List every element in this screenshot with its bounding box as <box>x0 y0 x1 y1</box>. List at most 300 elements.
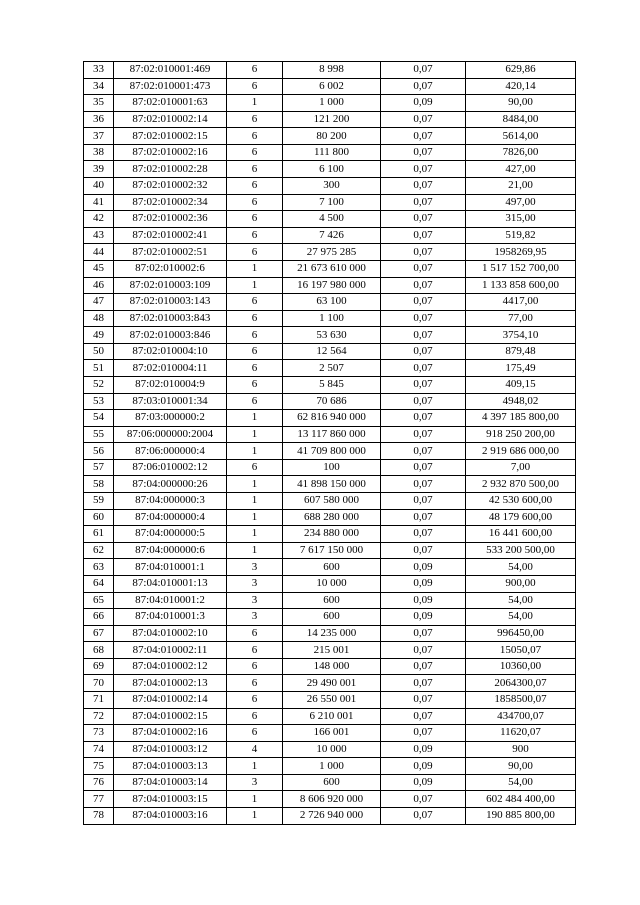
cadastral-number-cell: 87:04:010001:2 <box>114 592 227 609</box>
rate-cell: 0,07 <box>381 791 466 808</box>
tax-amount-cell: 4948,02 <box>466 393 576 410</box>
table-row <box>84 310 576 327</box>
row-number-cell: 63 <box>84 559 114 576</box>
tax-amount-cell: 90,00 <box>466 758 576 775</box>
row-number-cell: 45 <box>84 260 114 277</box>
cadastral-number-cell: 87:04:000000:26 <box>114 476 227 493</box>
cadastral-number-cell: 87:02:010003:846 <box>114 327 227 344</box>
category-cell: 6 <box>227 227 283 244</box>
row-number-cell: 39 <box>84 161 114 178</box>
table-row <box>84 493 576 510</box>
cadastral-number-cell: 87:02:010002:51 <box>114 244 227 261</box>
row-number-cell: 74 <box>84 741 114 758</box>
rate-cell: 0,07 <box>381 244 466 261</box>
row-number-cell: 61 <box>84 526 114 543</box>
category-cell: 6 <box>227 310 283 327</box>
tax-amount-cell: 175,49 <box>466 360 576 377</box>
tax-amount-cell: 90,00 <box>466 95 576 112</box>
tax-amount-cell: 434700,07 <box>466 708 576 725</box>
value-cell: 600 <box>283 559 381 576</box>
category-cell: 1 <box>227 542 283 559</box>
row-number-cell: 34 <box>84 78 114 95</box>
rate-cell: 0,09 <box>381 609 466 626</box>
tax-amount-cell: 427,00 <box>466 161 576 178</box>
value-cell: 27 975 285 <box>283 244 381 261</box>
value-cell: 111 800 <box>283 144 381 161</box>
category-cell: 6 <box>227 128 283 145</box>
tax-amount-cell: 2064300,07 <box>466 675 576 692</box>
category-cell: 1 <box>227 443 283 460</box>
rate-cell: 0,07 <box>381 360 466 377</box>
table-row <box>84 575 576 592</box>
table-row <box>84 675 576 692</box>
cadastral-number-cell: 87:02:010002:28 <box>114 161 227 178</box>
table-row <box>84 78 576 95</box>
category-cell: 6 <box>227 211 283 228</box>
value-cell: 100 <box>283 459 381 476</box>
value-cell: 63 100 <box>283 294 381 311</box>
table-row <box>84 808 576 825</box>
rate-cell: 0,07 <box>381 194 466 211</box>
table-row <box>84 128 576 145</box>
row-number-cell: 49 <box>84 327 114 344</box>
cadastral-number-cell: 87:02:010003:843 <box>114 310 227 327</box>
tax-amount-cell: 996450,00 <box>466 625 576 642</box>
row-number-cell: 48 <box>84 310 114 327</box>
cadastral-number-cell: 87:02:010002:41 <box>114 227 227 244</box>
tax-amount-cell: 629,86 <box>466 62 576 79</box>
rate-cell: 0,07 <box>381 62 466 79</box>
row-number-cell: 37 <box>84 128 114 145</box>
row-number-cell: 60 <box>84 509 114 526</box>
table-row <box>84 62 576 79</box>
category-cell: 3 <box>227 774 283 791</box>
table-row <box>84 609 576 626</box>
value-cell: 1 000 <box>283 95 381 112</box>
value-cell: 2 507 <box>283 360 381 377</box>
value-cell: 607 580 000 <box>283 493 381 510</box>
table-row <box>84 144 576 161</box>
value-cell: 234 880 000 <box>283 526 381 543</box>
cadastral-number-cell: 87:04:010001:3 <box>114 609 227 626</box>
category-cell: 6 <box>227 327 283 344</box>
row-number-cell: 78 <box>84 808 114 825</box>
cadastral-number-cell: 87:03:010001:34 <box>114 393 227 410</box>
category-cell: 1 <box>227 808 283 825</box>
tax-amount-cell: 5614,00 <box>466 128 576 145</box>
tax-amount-cell: 21,00 <box>466 178 576 195</box>
value-cell: 29 490 001 <box>283 675 381 692</box>
rate-cell: 0,07 <box>381 625 466 642</box>
row-number-cell: 67 <box>84 625 114 642</box>
tax-amount-cell: 2 919 686 000,00 <box>466 443 576 460</box>
tax-amount-cell: 497,00 <box>466 194 576 211</box>
cadastral-number-cell: 87:03:000000:2 <box>114 410 227 427</box>
tax-amount-cell: 54,00 <box>466 592 576 609</box>
rate-cell: 0,07 <box>381 178 466 195</box>
category-cell: 3 <box>227 559 283 576</box>
value-cell: 600 <box>283 592 381 609</box>
row-number-cell: 44 <box>84 244 114 261</box>
value-cell: 16 197 980 000 <box>283 277 381 294</box>
rate-cell: 0,07 <box>381 526 466 543</box>
category-cell: 4 <box>227 741 283 758</box>
row-number-cell: 53 <box>84 393 114 410</box>
tax-amount-cell: 10360,00 <box>466 658 576 675</box>
row-number-cell: 70 <box>84 675 114 692</box>
table-row <box>84 360 576 377</box>
rate-cell: 0,07 <box>381 393 466 410</box>
row-number-cell: 55 <box>84 426 114 443</box>
row-number-cell: 66 <box>84 609 114 626</box>
table-row <box>84 559 576 576</box>
category-cell: 6 <box>227 675 283 692</box>
row-number-cell: 76 <box>84 774 114 791</box>
tax-amount-cell: 519,82 <box>466 227 576 244</box>
table-row <box>84 708 576 725</box>
table-row <box>84 741 576 758</box>
row-number-cell: 52 <box>84 376 114 393</box>
rate-cell: 0,09 <box>381 592 466 609</box>
category-cell: 1 <box>227 410 283 427</box>
tax-amount-cell: 16 441 600,00 <box>466 526 576 543</box>
tax-amount-cell: 3754,10 <box>466 327 576 344</box>
rate-cell: 0,07 <box>381 675 466 692</box>
table-row <box>84 476 576 493</box>
tax-amount-cell: 11620,07 <box>466 725 576 742</box>
cadastral-number-cell: 87:04:010002:11 <box>114 642 227 659</box>
category-cell: 1 <box>227 758 283 775</box>
table-row <box>84 758 576 775</box>
tax-amount-cell: 1858500,07 <box>466 691 576 708</box>
table-row <box>84 443 576 460</box>
table-row <box>84 426 576 443</box>
table-row <box>84 95 576 112</box>
row-number-cell: 56 <box>84 443 114 460</box>
tax-amount-cell: 1 517 152 700,00 <box>466 260 576 277</box>
cadastral-number-cell: 87:02:010002:34 <box>114 194 227 211</box>
cadastral-number-cell: 87:04:010001:13 <box>114 575 227 592</box>
tax-amount-cell: 409,15 <box>466 376 576 393</box>
category-cell: 6 <box>227 62 283 79</box>
table-row <box>84 194 576 211</box>
cadastral-number-cell: 87:02:010002:14 <box>114 111 227 128</box>
tax-amount-cell: 533 200 500,00 <box>466 542 576 559</box>
table-row <box>84 459 576 476</box>
rate-cell: 0,07 <box>381 78 466 95</box>
row-number-cell: 71 <box>84 691 114 708</box>
category-cell: 6 <box>227 725 283 742</box>
category-cell: 6 <box>227 111 283 128</box>
row-number-cell: 77 <box>84 791 114 808</box>
value-cell: 8 998 <box>283 62 381 79</box>
category-cell: 3 <box>227 592 283 609</box>
rate-cell: 0,07 <box>381 443 466 460</box>
rate-cell: 0,07 <box>381 493 466 510</box>
value-cell: 80 200 <box>283 128 381 145</box>
tax-amount-cell: 15050,07 <box>466 642 576 659</box>
cadastral-number-cell: 87:02:010001:469 <box>114 62 227 79</box>
value-cell: 688 280 000 <box>283 509 381 526</box>
tax-amount-cell: 918 250 200,00 <box>466 426 576 443</box>
cadastral-number-cell: 87:02:010001:473 <box>114 78 227 95</box>
table-row <box>84 376 576 393</box>
category-cell: 1 <box>227 260 283 277</box>
rate-cell: 0,07 <box>381 111 466 128</box>
table-row <box>84 691 576 708</box>
category-cell: 1 <box>227 791 283 808</box>
row-number-cell: 64 <box>84 575 114 592</box>
row-number-cell: 59 <box>84 493 114 510</box>
rate-cell: 0,07 <box>381 211 466 228</box>
rate-cell: 0,07 <box>381 294 466 311</box>
value-cell: 26 550 001 <box>283 691 381 708</box>
table-row <box>84 410 576 427</box>
cadastral-number-cell: 87:02:010002:32 <box>114 178 227 195</box>
rate-cell: 0,07 <box>381 658 466 675</box>
table-row <box>84 509 576 526</box>
value-cell: 70 686 <box>283 393 381 410</box>
value-cell: 6 002 <box>283 78 381 95</box>
value-cell: 21 673 610 000 <box>283 260 381 277</box>
value-cell: 10 000 <box>283 741 381 758</box>
tax-amount-cell: 900,00 <box>466 575 576 592</box>
rate-cell: 0,07 <box>381 161 466 178</box>
cadastral-number-cell: 87:02:010001:63 <box>114 95 227 112</box>
table-row <box>84 260 576 277</box>
rate-cell: 0,09 <box>381 758 466 775</box>
category-cell: 1 <box>227 277 283 294</box>
rate-cell: 0,07 <box>381 310 466 327</box>
value-cell: 300 <box>283 178 381 195</box>
cadastral-number-cell: 87:04:010003:12 <box>114 741 227 758</box>
category-cell: 6 <box>227 144 283 161</box>
cadastral-number-cell: 87:04:000000:3 <box>114 493 227 510</box>
value-cell: 5 845 <box>283 376 381 393</box>
value-cell: 10 000 <box>283 575 381 592</box>
category-cell: 1 <box>227 476 283 493</box>
table-row <box>84 791 576 808</box>
value-cell: 62 816 940 000 <box>283 410 381 427</box>
row-number-cell: 58 <box>84 476 114 493</box>
rate-cell: 0,07 <box>381 376 466 393</box>
cadastral-number-cell: 87:04:000000:6 <box>114 542 227 559</box>
rate-cell: 0,07 <box>381 691 466 708</box>
category-cell: 6 <box>227 459 283 476</box>
category-cell: 1 <box>227 426 283 443</box>
category-cell: 6 <box>227 343 283 360</box>
cadastral-number-cell: 87:04:010002:14 <box>114 691 227 708</box>
row-number-cell: 40 <box>84 178 114 195</box>
value-cell: 215 001 <box>283 642 381 659</box>
rate-cell: 0,07 <box>381 476 466 493</box>
category-cell: 6 <box>227 360 283 377</box>
cadastral-number-cell: 87:04:010003:16 <box>114 808 227 825</box>
row-number-cell: 75 <box>84 758 114 775</box>
row-number-cell: 51 <box>84 360 114 377</box>
table-row <box>84 111 576 128</box>
table-row <box>84 294 576 311</box>
rate-cell: 0,07 <box>381 426 466 443</box>
category-cell: 6 <box>227 161 283 178</box>
table-row <box>84 343 576 360</box>
cadastral-number-cell: 87:04:010003:15 <box>114 791 227 808</box>
table-row <box>84 642 576 659</box>
rate-cell: 0,07 <box>381 708 466 725</box>
row-number-cell: 57 <box>84 459 114 476</box>
category-cell: 1 <box>227 95 283 112</box>
row-number-cell: 68 <box>84 642 114 659</box>
cadastral-number-cell: 87:04:010002:16 <box>114 725 227 742</box>
cadastral-number-cell: 87:04:010002:10 <box>114 625 227 642</box>
cadastral-number-cell: 87:06:000000:4 <box>114 443 227 460</box>
row-number-cell: 54 <box>84 410 114 427</box>
cadastral-number-cell: 87:04:010002:15 <box>114 708 227 725</box>
row-number-cell: 65 <box>84 592 114 609</box>
cadastral-number-cell: 87:04:000000:4 <box>114 509 227 526</box>
rate-cell: 0,07 <box>381 725 466 742</box>
table-row <box>84 725 576 742</box>
category-cell: 6 <box>227 294 283 311</box>
tax-amount-cell: 1 133 858 600,00 <box>466 277 576 294</box>
value-cell: 14 235 000 <box>283 625 381 642</box>
row-number-cell: 62 <box>84 542 114 559</box>
cadastral-number-cell: 87:02:010004:10 <box>114 343 227 360</box>
rate-cell: 0,07 <box>381 260 466 277</box>
category-cell: 3 <box>227 575 283 592</box>
tax-amount-cell: 420,14 <box>466 78 576 95</box>
rate-cell: 0,07 <box>381 459 466 476</box>
tax-amount-cell: 602 484 400,00 <box>466 791 576 808</box>
table-row <box>84 244 576 261</box>
category-cell: 6 <box>227 625 283 642</box>
cadastral-number-cell: 87:04:010001:1 <box>114 559 227 576</box>
table-row <box>84 227 576 244</box>
tax-amount-cell: 7,00 <box>466 459 576 476</box>
rate-cell: 0,09 <box>381 774 466 791</box>
value-cell: 121 200 <box>283 111 381 128</box>
category-cell: 1 <box>227 509 283 526</box>
cadastral-number-cell: 87:02:010004:11 <box>114 360 227 377</box>
rate-cell: 0,07 <box>381 227 466 244</box>
cadastral-number-cell: 87:04:010002:13 <box>114 675 227 692</box>
category-cell: 6 <box>227 178 283 195</box>
category-cell: 6 <box>227 78 283 95</box>
table-row <box>84 178 576 195</box>
tax-amount-cell: 900 <box>466 741 576 758</box>
value-cell: 1 000 <box>283 758 381 775</box>
table-row <box>84 327 576 344</box>
rate-cell: 0,07 <box>381 277 466 294</box>
rate-cell: 0,07 <box>381 808 466 825</box>
category-cell: 6 <box>227 708 283 725</box>
cadastral-number-cell: 87:02:010002:16 <box>114 144 227 161</box>
row-number-cell: 43 <box>84 227 114 244</box>
rate-cell: 0,07 <box>381 509 466 526</box>
value-cell: 6 100 <box>283 161 381 178</box>
value-cell: 41 898 150 000 <box>283 476 381 493</box>
row-number-cell: 69 <box>84 658 114 675</box>
row-number-cell: 33 <box>84 62 114 79</box>
tax-amount-cell: 48 179 600,00 <box>466 509 576 526</box>
cadastral-number-cell: 87:04:010002:12 <box>114 658 227 675</box>
value-cell: 7 100 <box>283 194 381 211</box>
category-cell: 6 <box>227 658 283 675</box>
value-cell: 1 100 <box>283 310 381 327</box>
value-cell: 2 726 940 000 <box>283 808 381 825</box>
cadastral-number-cell: 87:04:010003:13 <box>114 758 227 775</box>
tax-amount-cell: 4417,00 <box>466 294 576 311</box>
tax-amount-cell: 879,48 <box>466 343 576 360</box>
table-row <box>84 277 576 294</box>
category-cell: 6 <box>227 393 283 410</box>
rate-cell: 0,09 <box>381 95 466 112</box>
tax-amount-cell: 1958269,95 <box>466 244 576 261</box>
table-row <box>84 211 576 228</box>
value-cell: 4 500 <box>283 211 381 228</box>
tax-amount-cell: 54,00 <box>466 609 576 626</box>
cadastral-number-cell: 87:02:010003:109 <box>114 277 227 294</box>
table-row <box>84 625 576 642</box>
tax-amount-cell: 54,00 <box>466 774 576 791</box>
cadastral-number-cell: 87:06:000000:2004 <box>114 426 227 443</box>
value-cell: 8 606 920 000 <box>283 791 381 808</box>
value-cell: 7 426 <box>283 227 381 244</box>
tax-amount-cell: 77,00 <box>466 310 576 327</box>
cadastral-number-cell: 87:02:010004:9 <box>114 376 227 393</box>
category-cell: 3 <box>227 609 283 626</box>
row-number-cell: 35 <box>84 95 114 112</box>
table-body <box>84 62 576 825</box>
rate-cell: 0,07 <box>381 343 466 360</box>
rate-cell: 0,09 <box>381 559 466 576</box>
rate-cell: 0,07 <box>381 128 466 145</box>
value-cell: 600 <box>283 609 381 626</box>
value-cell: 6 210 001 <box>283 708 381 725</box>
row-number-cell: 46 <box>84 277 114 294</box>
cadastral-number-cell: 87:02:010003:143 <box>114 294 227 311</box>
row-number-cell: 72 <box>84 708 114 725</box>
tax-amount-cell: 190 885 800,00 <box>466 808 576 825</box>
tax-amount-cell: 315,00 <box>466 211 576 228</box>
cadastral-tax-table <box>83 61 576 825</box>
category-cell: 6 <box>227 691 283 708</box>
rate-cell: 0,07 <box>381 410 466 427</box>
value-cell: 41 709 800 000 <box>283 443 381 460</box>
table-row <box>84 526 576 543</box>
value-cell: 600 <box>283 774 381 791</box>
row-number-cell: 38 <box>84 144 114 161</box>
value-cell: 12 564 <box>283 343 381 360</box>
value-cell: 13 117 860 000 <box>283 426 381 443</box>
rate-cell: 0,07 <box>381 144 466 161</box>
tax-amount-cell: 2 932 870 500,00 <box>466 476 576 493</box>
category-cell: 6 <box>227 642 283 659</box>
category-cell: 6 <box>227 194 283 211</box>
cadastral-number-cell: 87:04:010003:14 <box>114 774 227 791</box>
cadastral-number-cell: 87:04:000000:5 <box>114 526 227 543</box>
row-number-cell: 50 <box>84 343 114 360</box>
row-number-cell: 41 <box>84 194 114 211</box>
row-number-cell: 42 <box>84 211 114 228</box>
tax-amount-cell: 54,00 <box>466 559 576 576</box>
table-row <box>84 658 576 675</box>
value-cell: 7 617 150 000 <box>283 542 381 559</box>
tax-amount-cell: 8484,00 <box>466 111 576 128</box>
table-row <box>84 542 576 559</box>
table-row <box>84 161 576 178</box>
cadastral-number-cell: 87:02:010002:6 <box>114 260 227 277</box>
